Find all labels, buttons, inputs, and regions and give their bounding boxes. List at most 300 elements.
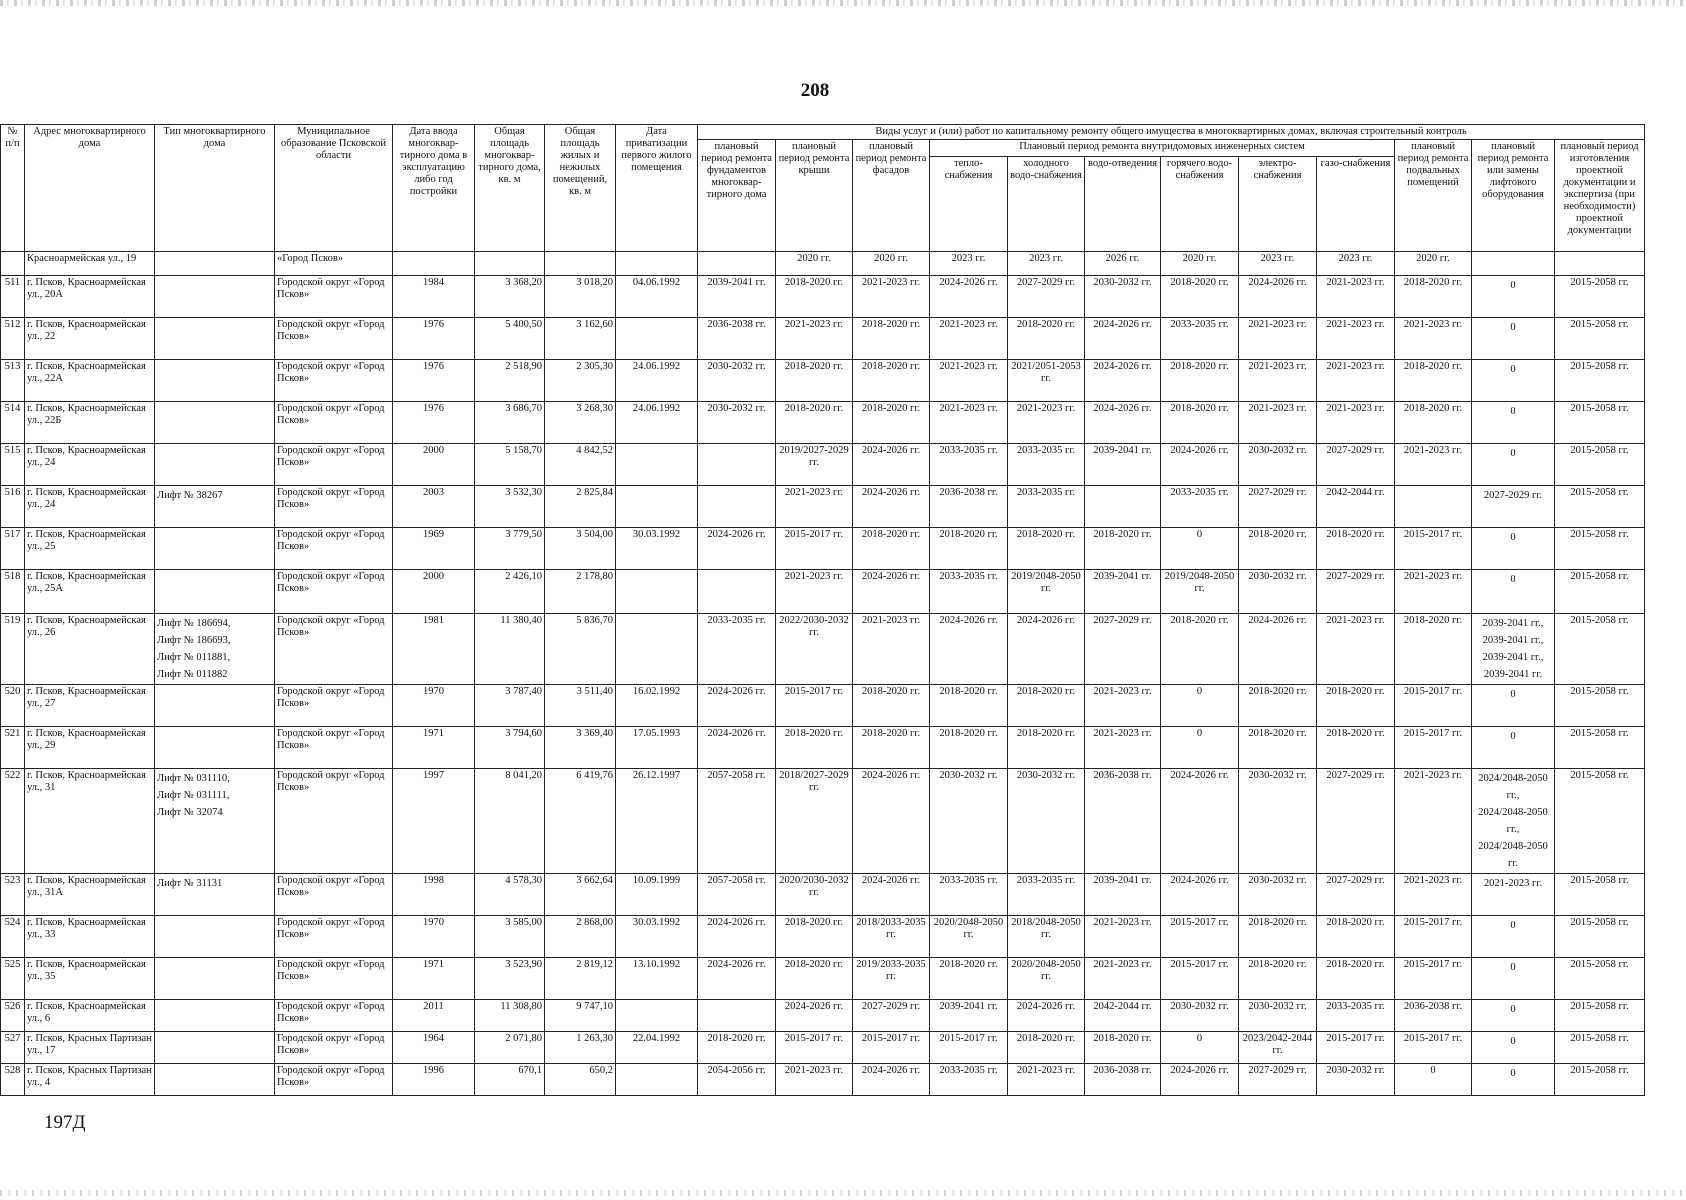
cell-foundation (698, 444, 776, 486)
cell-roof: 2015-2017 гг. (776, 528, 853, 570)
cell-gas: 2042-2044 гг. (1317, 486, 1395, 528)
elevator-period: 0 (1510, 1004, 1516, 1015)
cell-type (155, 402, 275, 444)
cell-elevator (1472, 444, 1555, 486)
cell-heat: 2021-2023 гг. (930, 318, 1008, 360)
cell-privatization-date (616, 318, 698, 360)
cell-type (155, 1032, 275, 1064)
cell-elevator (1472, 1064, 1555, 1096)
cell-facade: 2015-2017 гг. (853, 1032, 930, 1064)
cell-hot-water: 2033-2035 гг. (1161, 318, 1239, 360)
cell-municipality: Городской округ «Город Псков» (275, 402, 393, 444)
cell-year: 1998 (393, 874, 475, 916)
cell-total-area: 2 426,10 (475, 570, 545, 614)
cell-municipality: Городской округ «Город Псков» (275, 727, 393, 769)
table-row (1, 444, 1645, 486)
cell-design-docs: 2015-2058 гг. (1555, 727, 1645, 769)
cell-design-docs: 2015-2058 гг. (1555, 402, 1645, 444)
cell-electric: 2021-2023 гг. (1239, 318, 1317, 360)
cell-hot-water: 2015-2017 гг. (1161, 958, 1239, 1000)
cell-cold-water: 2033-2035 гг. (1008, 444, 1085, 486)
cell-cold-water: 2018-2020 гг. (1008, 528, 1085, 570)
table-row (1, 252, 1645, 276)
cell-living-area: 3 662,64 (545, 874, 616, 916)
elevator-period: 0 (1510, 574, 1516, 585)
header-sewer: водо-отведения (1085, 157, 1161, 252)
cell-municipality: Городской округ «Город Псков» (275, 486, 393, 528)
cell-roof: 2021-2023 гг. (776, 1064, 853, 1096)
cell-design-docs: 2015-2058 гг. (1555, 685, 1645, 727)
header-cold-water: холодного водо-снабжения (1008, 157, 1085, 252)
header-municipality: Муниципальное образование Псковской области (275, 125, 393, 252)
cell-cold-water: 2030-2032 гг. (1008, 769, 1085, 874)
cell-facade: 2018-2020 гг. (853, 727, 930, 769)
cell-facade: 2018-2020 гг. (853, 402, 930, 444)
cell-elevator (1472, 685, 1555, 727)
cell-basement: 0 (1395, 1064, 1472, 1096)
cell-municipality: Городской округ «Город Псков» (275, 685, 393, 727)
cell-living-area: 650,2 (545, 1064, 616, 1096)
cell-address: г. Псков, Красных Партизан ул., 17 (25, 1032, 155, 1064)
cell-heat: 2018-2020 гг. (930, 958, 1008, 1000)
cell-municipality: Городской округ «Город Псков» (275, 318, 393, 360)
cell-roof: 2020 гг. (776, 252, 853, 276)
cell-foundation: 2054-2056 гг. (698, 1064, 776, 1096)
cell-num: 518 (1, 570, 25, 614)
cell-electric: 2018-2020 гг. (1239, 528, 1317, 570)
cell-electric: 2030-2032 гг. (1239, 444, 1317, 486)
header-design-docs: плановый период изготовления проектной документации и экспертиза (при необходимости) проектной документации (1555, 140, 1645, 252)
cell-privatization-date: 22.04.1992 (616, 1032, 698, 1064)
cell-gas: 2033-2035 гг. (1317, 1000, 1395, 1032)
cell-privatization-date: 17.05.1993 (616, 727, 698, 769)
table-row (1, 916, 1645, 958)
elevator-period: 0 (1510, 731, 1516, 742)
cell-roof: 2021-2023 гг. (776, 318, 853, 360)
cell-facade: 2024-2026 гг. (853, 1064, 930, 1096)
header-gas: газо-снабжения (1317, 157, 1395, 252)
elevator-period: 2021-2023 гг. (1483, 878, 1543, 889)
header-heat: тепло-снабжения (930, 157, 1008, 252)
elevator-period: 2039-2041 гг. (1483, 669, 1543, 680)
cell-cold-water: 2018-2020 гг. (1008, 318, 1085, 360)
cell-roof: 2015-2017 гг. (776, 685, 853, 727)
cell-sewer: 2036-2038 гг. (1085, 1064, 1161, 1096)
cell-basement: 2036-2038 гг. (1395, 1000, 1472, 1032)
elevator-period: 2024/2048-2050 гг., (1478, 773, 1548, 801)
cell-type (155, 276, 275, 318)
cell-cold-water: 2021-2023 гг. (1008, 402, 1085, 444)
cell-type (155, 685, 275, 727)
cell-heat: 2015-2017 гг. (930, 1032, 1008, 1064)
cell-year: 2000 (393, 444, 475, 486)
cell-foundation: 2057-2058 гг. (698, 874, 776, 916)
cell-privatization-date: 24.06.1992 (616, 360, 698, 402)
header-works-group: Виды услуг и (или) работ по капитальному ремонту общего имущества в многоквартирных домах, включая строительный контроль (698, 125, 1645, 140)
table-row (1, 727, 1645, 769)
table-row (1, 486, 1645, 528)
cell-num: 527 (1, 1032, 25, 1064)
elevator-period: 2027-2029 гг. (1483, 490, 1543, 501)
cell-gas: 2018-2020 гг. (1317, 528, 1395, 570)
cell-living-area: 2 868,00 (545, 916, 616, 958)
cell-living-area: 2 178,80 (545, 570, 616, 614)
cell-electric: 2030-2032 гг. (1239, 769, 1317, 874)
cell-heat: 2018-2020 гг. (930, 528, 1008, 570)
cell-year: 1984 (393, 276, 475, 318)
cell-heat: 2033-2035 гг. (930, 1064, 1008, 1096)
cell-hot-water: 2024-2026 гг. (1161, 874, 1239, 916)
cell-design-docs: 2015-2058 гг. (1555, 528, 1645, 570)
header-privatization-date: Дата приватизации первого жилого помещения (616, 125, 698, 252)
cell-gas: 2027-2029 гг. (1317, 444, 1395, 486)
cell-address: г. Псков, Красноармейская ул., 24 (25, 444, 155, 486)
cell-living-area: 3 504,00 (545, 528, 616, 570)
cell-hot-water: 2015-2017 гг. (1161, 916, 1239, 958)
table-body (1, 252, 1645, 1096)
table-row (1, 874, 1645, 916)
cell-roof: 2018/2027-2029 гг. (776, 769, 853, 874)
cell-design-docs: 2015-2058 гг. (1555, 916, 1645, 958)
cell-facade: 2021-2023 гг. (853, 276, 930, 318)
cell-year: 1970 (393, 916, 475, 958)
cell-electric: 2027-2029 гг. (1239, 486, 1317, 528)
cell-heat: 2033-2035 гг. (930, 444, 1008, 486)
cell-foundation (698, 252, 776, 276)
header-total-area: Общая площадь многоквар-тирного дома, кв. м (475, 125, 545, 252)
header-address: Адрес многоквартирного дома (25, 125, 155, 252)
cell-elevator (1472, 769, 1555, 874)
cell-type (155, 360, 275, 402)
table-row (1, 769, 1645, 874)
cell-cold-water: 2018-2020 гг. (1008, 1032, 1085, 1064)
cell-basement: 2018-2020 гг. (1395, 402, 1472, 444)
header-engineering-group: Плановый период ремонта внутридомовых инженерных систем (930, 140, 1395, 157)
cell-facade: 2021-2023 гг. (853, 614, 930, 685)
elevator-period: 2039-2041 гг., (1482, 635, 1544, 646)
cell-electric: 2023/2042-2044 гг. (1239, 1032, 1317, 1064)
cell-year: 1981 (393, 614, 475, 685)
cell-electric: 2018-2020 гг. (1239, 958, 1317, 1000)
cell-foundation: 2033-2035 гг. (698, 614, 776, 685)
cell-living-area: 2 825,84 (545, 486, 616, 528)
cell-municipality: Городской округ «Город Псков» (275, 1064, 393, 1096)
cell-hot-water: 2033-2035 гг. (1161, 486, 1239, 528)
cell-foundation: 2018-2020 гг. (698, 1032, 776, 1064)
header-elevator: плановый период ремонта или замены лифтового оборудования (1472, 140, 1555, 252)
header-type: Тип многоквартирного дома (155, 125, 275, 252)
cell-gas: 2030-2032 гг. (1317, 1064, 1395, 1096)
table-row (1, 958, 1645, 1000)
document-code: 197Д (44, 1112, 86, 1133)
cell-total-area: 8 041,20 (475, 769, 545, 874)
cell-num: 514 (1, 402, 25, 444)
cell-roof: 2022/2030-2032 гг. (776, 614, 853, 685)
cell-hot-water: 2018-2020 гг. (1161, 276, 1239, 318)
cell-year: 1971 (393, 727, 475, 769)
cell-design-docs: 2015-2058 гг. (1555, 1032, 1645, 1064)
cell-basement: 2018-2020 гг. (1395, 276, 1472, 318)
lift-entry: Лифт № 32074 (157, 807, 223, 818)
cell-sewer: 2036-2038 гг. (1085, 769, 1161, 874)
cell-gas: 2018-2020 гг. (1317, 958, 1395, 1000)
cell-hot-water: 2024-2026 гг. (1161, 769, 1239, 874)
cell-foundation: 2024-2026 гг. (698, 958, 776, 1000)
cell-total-area: 670,1 (475, 1064, 545, 1096)
cell-basement: 2015-2017 гг. (1395, 916, 1472, 958)
header-electric: электро-снабжения (1239, 157, 1317, 252)
cell-design-docs: 2015-2058 гг. (1555, 958, 1645, 1000)
cell-num: 515 (1, 444, 25, 486)
cell-type (155, 769, 275, 874)
cell-living-area: 3 369,40 (545, 727, 616, 769)
cell-address: г. Псков, Красноармейская ул., 22А (25, 360, 155, 402)
cell-sewer (1085, 486, 1161, 528)
cell-year: 1970 (393, 685, 475, 727)
cell-total-area: 2 071,80 (475, 1032, 545, 1064)
cell-living-area: 3 162,60 (545, 318, 616, 360)
lift-entry: Лифт № 31131 (157, 878, 223, 889)
table-row (1, 318, 1645, 360)
elevator-period: 0 (1510, 1068, 1516, 1079)
cell-basement: 2021-2023 гг. (1395, 444, 1472, 486)
cell-municipality: Городской округ «Город Псков» (275, 570, 393, 614)
lift-entry: Лифт № 011882 (157, 669, 228, 680)
cell-total-area: 11 380,40 (475, 614, 545, 685)
cell-year: 1976 (393, 360, 475, 402)
elevator-period: 2039-2041 гг., (1482, 652, 1544, 663)
cell-privatization-date (616, 444, 698, 486)
cell-elevator (1472, 916, 1555, 958)
cell-municipality: Городской округ «Город Псков» (275, 528, 393, 570)
cell-privatization-date (616, 1000, 698, 1032)
cell-electric: 2021-2023 гг. (1239, 360, 1317, 402)
cell-year: 1996 (393, 1064, 475, 1096)
scan-edge-bottom (0, 1190, 1686, 1196)
cell-electric: 2027-2029 гг. (1239, 1064, 1317, 1096)
cell-foundation: 2036-2038 гг. (698, 318, 776, 360)
cell-heat: 2039-2041 гг. (930, 1000, 1008, 1032)
cell-cold-water: 2024-2026 гг. (1008, 614, 1085, 685)
cell-total-area: 5 400,50 (475, 318, 545, 360)
cell-sewer: 2018-2020 гг. (1085, 528, 1161, 570)
cell-heat: 2033-2035 гг. (930, 570, 1008, 614)
cell-year: 2003 (393, 486, 475, 528)
cell-foundation: 2039-2041 гг. (698, 276, 776, 318)
cell-gas: 2021-2023 гг. (1317, 614, 1395, 685)
cell-electric: 2024-2026 гг. (1239, 614, 1317, 685)
cell-facade: 2024-2026 гг. (853, 769, 930, 874)
cell-type (155, 958, 275, 1000)
cell-heat: 2018-2020 гг. (930, 685, 1008, 727)
cell-privatization-date: 24.06.1992 (616, 402, 698, 444)
cell-electric: 2021-2023 гг. (1239, 402, 1317, 444)
cell-basement: 2015-2017 гг. (1395, 958, 1472, 1000)
cell-num: 512 (1, 318, 25, 360)
cell-num: 523 (1, 874, 25, 916)
table-row (1, 1032, 1645, 1064)
cell-municipality: Городской округ «Город Псков» (275, 874, 393, 916)
cell-hot-water: 2018-2020 гг. (1161, 614, 1239, 685)
elevator-period: 0 (1510, 364, 1516, 375)
cell-foundation: 2024-2026 гг. (698, 685, 776, 727)
cell-facade: 2018-2020 гг. (853, 360, 930, 402)
table-row (1, 360, 1645, 402)
cell-living-area: 2 305,30 (545, 360, 616, 402)
cell-living-area: 2 819,12 (545, 958, 616, 1000)
cell-elevator (1472, 727, 1555, 769)
cell-municipality: Городской округ «Город Псков» (275, 916, 393, 958)
cell-total-area (475, 252, 545, 276)
cell-heat: 2018-2020 гг. (930, 727, 1008, 769)
elevator-period: 0 (1510, 448, 1516, 459)
cell-electric: 2024-2026 гг. (1239, 276, 1317, 318)
cell-cold-water: 2018/2048-2050 гг. (1008, 916, 1085, 958)
cell-type (155, 318, 275, 360)
cell-privatization-date (616, 1064, 698, 1096)
lift-entry: Лифт № 38267 (157, 490, 223, 501)
cell-facade: 2018-2020 гг. (853, 685, 930, 727)
cell-living-area: 9 747,10 (545, 1000, 616, 1032)
cell-elevator (1472, 486, 1555, 528)
cell-heat: 2020/2048-2050 гг. (930, 916, 1008, 958)
cell-sewer: 2021-2023 гг. (1085, 727, 1161, 769)
cell-cold-water: 2024-2026 гг. (1008, 1000, 1085, 1032)
cell-privatization-date: 13.10.1992 (616, 958, 698, 1000)
cell-num (1, 252, 25, 276)
cell-roof: 2018-2020 гг. (776, 958, 853, 1000)
cell-municipality: Городской округ «Город Псков» (275, 614, 393, 685)
cell-elevator (1472, 874, 1555, 916)
cell-foundation: 2024-2026 гг. (698, 727, 776, 769)
cell-cold-water: 2019/2048-2050 гг. (1008, 570, 1085, 614)
cell-facade: 2024-2026 гг. (853, 570, 930, 614)
cell-foundation: 2030-2032 гг. (698, 360, 776, 402)
cell-facade: 2024-2026 гг. (853, 444, 930, 486)
cell-sewer: 2042-2044 гг. (1085, 1000, 1161, 1032)
cell-elevator (1472, 958, 1555, 1000)
cell-address: г. Псков, Красноармейская ул., 31А (25, 874, 155, 916)
cell-sewer: 2024-2026 гг. (1085, 360, 1161, 402)
cell-facade: 2019/2033-2035 гг. (853, 958, 930, 1000)
scan-edge-top (0, 0, 1686, 6)
cell-elevator (1472, 252, 1555, 276)
table-row (1, 614, 1645, 685)
cell-facade: 2024-2026 гг. (853, 874, 930, 916)
cell-hot-water: 0 (1161, 685, 1239, 727)
cell-foundation (698, 570, 776, 614)
cell-basement: 2015-2017 гг. (1395, 727, 1472, 769)
cell-elevator (1472, 1000, 1555, 1032)
cell-address: г. Псков, Красноармейская ул., 27 (25, 685, 155, 727)
cell-foundation: 2030-2032 гг. (698, 402, 776, 444)
cell-municipality: Городской округ «Город Псков» (275, 444, 393, 486)
cell-design-docs: 2015-2058 гг. (1555, 276, 1645, 318)
cell-total-area: 3 779,50 (475, 528, 545, 570)
cell-address: г. Псков, Красноармейская ул., 24 (25, 486, 155, 528)
cell-hot-water: 0 (1161, 727, 1239, 769)
cell-living-area: 1 263,30 (545, 1032, 616, 1064)
cell-type (155, 614, 275, 685)
cell-year: 1969 (393, 528, 475, 570)
cell-foundation (698, 1000, 776, 1032)
cell-living-area: 6 419,76 (545, 769, 616, 874)
cell-type (155, 528, 275, 570)
cell-year: 2011 (393, 1000, 475, 1032)
cell-privatization-date (616, 570, 698, 614)
cell-gas: 2023 гг. (1317, 252, 1395, 276)
cell-hot-water: 2018-2020 гг. (1161, 360, 1239, 402)
cell-roof: 2021-2023 гг. (776, 570, 853, 614)
cell-gas: 2021-2023 гг. (1317, 318, 1395, 360)
cell-privatization-date: 04.06.1992 (616, 276, 698, 318)
cell-hot-water: 0 (1161, 1032, 1239, 1064)
cell-num: 516 (1, 486, 25, 528)
cell-cold-water: 2021-2023 гг. (1008, 1064, 1085, 1096)
cell-design-docs: 2015-2058 гг. (1555, 1000, 1645, 1032)
cell-electric: 2018-2020 гг. (1239, 727, 1317, 769)
cell-hot-water: 2024-2026 гг. (1161, 444, 1239, 486)
cell-cold-water: 2023 гг. (1008, 252, 1085, 276)
cell-roof: 2018-2020 гг. (776, 276, 853, 318)
cell-hot-water: 2019/2048-2050 гг. (1161, 570, 1239, 614)
cell-hot-water: 2030-2032 гг. (1161, 1000, 1239, 1032)
cell-municipality: Городской округ «Город Псков» (275, 360, 393, 402)
cell-facade: 2020 гг. (853, 252, 930, 276)
cell-basement: 2015-2017 гг. (1395, 1032, 1472, 1064)
cell-privatization-date (616, 486, 698, 528)
cell-cold-water: 2018-2020 гг. (1008, 727, 1085, 769)
cell-gas: 2027-2029 гг. (1317, 874, 1395, 916)
cell-electric: 2030-2032 гг. (1239, 570, 1317, 614)
cell-privatization-date: 16.02.1992 (616, 685, 698, 727)
capital-repair-table (0, 124, 1645, 1096)
cell-electric: 2018-2020 гг. (1239, 685, 1317, 727)
table-row (1, 528, 1645, 570)
header-num: № п/п (1, 125, 25, 252)
cell-electric: 2023 гг. (1239, 252, 1317, 276)
cell-gas: 2018-2020 гг. (1317, 685, 1395, 727)
cell-roof: 2019/2027-2029 гг. (776, 444, 853, 486)
cell-living-area: 5 836,70 (545, 614, 616, 685)
cell-municipality: Городской округ «Город Псков» (275, 769, 393, 874)
cell-address: г. Псков, Красноармейская ул., 33 (25, 916, 155, 958)
cell-foundation: 2024-2026 гг. (698, 528, 776, 570)
elevator-period: 0 (1510, 322, 1516, 333)
lift-entry: Лифт № 031111, (157, 790, 230, 801)
cell-address: г. Псков, Красноармейская ул., 29 (25, 727, 155, 769)
cell-num: 521 (1, 727, 25, 769)
cell-elevator (1472, 1032, 1555, 1064)
table-row (1, 570, 1645, 614)
cell-gas: 2027-2029 гг. (1317, 570, 1395, 614)
cell-basement (1395, 486, 1472, 528)
cell-privatization-date (616, 614, 698, 685)
cell-electric: 2030-2032 гг. (1239, 1000, 1317, 1032)
cell-roof: 2018-2020 гг. (776, 727, 853, 769)
cell-address: г. Псков, Красноармейская ул., 22Б (25, 402, 155, 444)
cell-address: г. Псков, Красноармейская ул., 25 (25, 528, 155, 570)
header-facade: плановый период ремонта фасадов (853, 140, 930, 252)
cell-sewer: 2021-2023 гг. (1085, 916, 1161, 958)
cell-roof: 2015-2017 гг. (776, 1032, 853, 1064)
cell-design-docs: 2015-2058 гг. (1555, 769, 1645, 874)
cell-gas: 2018-2020 гг. (1317, 916, 1395, 958)
cell-year: 1976 (393, 402, 475, 444)
cell-sewer: 2039-2041 гг. (1085, 444, 1161, 486)
cell-municipality: Городской округ «Город Псков» (275, 1032, 393, 1064)
cell-basement: 2021-2023 гг. (1395, 570, 1472, 614)
